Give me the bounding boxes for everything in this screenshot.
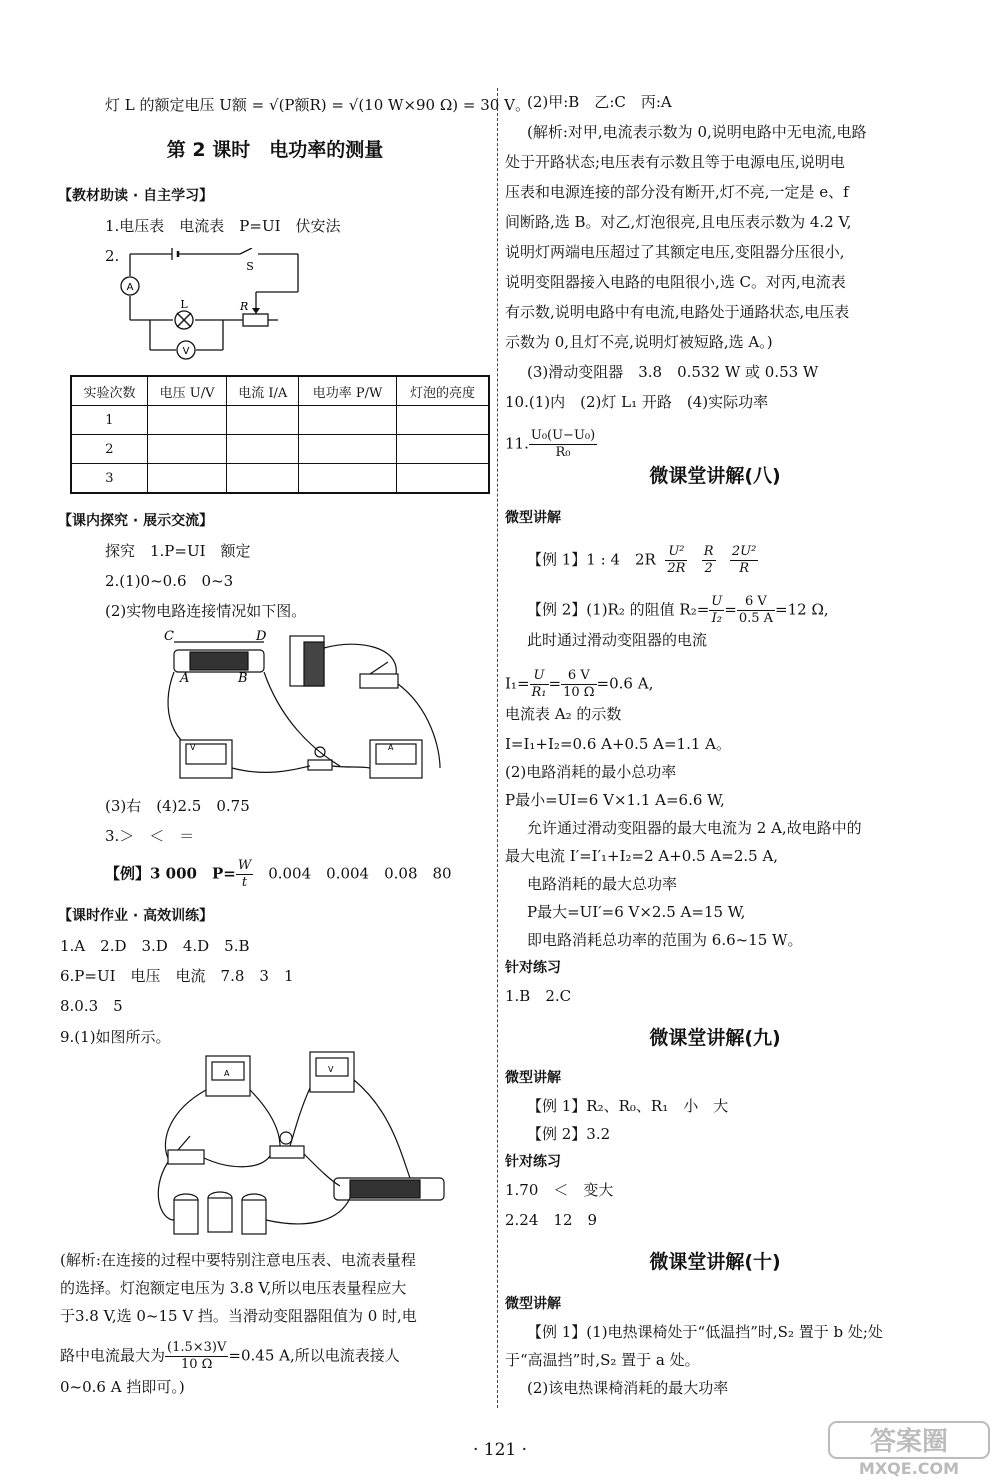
svg-text:A: A: [224, 1069, 230, 1078]
answer-11-fraction: [529, 428, 597, 461]
analysis-r3: 处于开路状态;电压表有示数且等于电源电压,说明电: [505, 153, 845, 171]
example-10-1-line3: (2)该电热课椅消耗的最大功率: [527, 1379, 729, 1397]
homework-circuit-photo: [150, 1050, 470, 1240]
example-8-2-line10: 电路消耗的最大总功率: [527, 875, 678, 893]
fraction-denominator: 2: [704, 561, 713, 576]
heading-micro-9: 微课堂讲解(九): [649, 1027, 781, 1049]
analysis-r4: 压表和电源连接的部分没有断开,灯不亮,一定是 e、f: [505, 183, 849, 201]
practice-8-answers: 1.B 2.C: [505, 987, 572, 1005]
table-header: 实验次数: [71, 376, 147, 406]
terminal-b: B: [238, 671, 248, 686]
table-header: 电压 U/V: [147, 376, 226, 406]
example-fraction: [236, 858, 253, 891]
explore-2: 2.(1)0~0.6 0~3: [105, 572, 234, 590]
answer-9-3: (3)滑动变阻器 3.8 0.532 W 或 0.53 W: [527, 363, 819, 381]
explore-3: (2)实物电路连接情况如下图。: [105, 602, 307, 620]
fraction-numerator: 6 V: [561, 668, 596, 685]
fraction-1: [665, 544, 687, 577]
i1-prefix: I₁=: [505, 674, 530, 693]
rheostat-label: R: [240, 300, 249, 313]
lamp-label: L: [180, 298, 188, 311]
i1-suffix: =0.6 A,: [596, 674, 654, 693]
analysis-line-2: 的选择。灯泡额定电压为 3.8 V,所以电压表量程应大: [60, 1279, 407, 1297]
fraction-denominator: 10 Ω: [180, 1357, 213, 1372]
lesson-title: 第 2 课时 电功率的测量: [166, 139, 384, 161]
ammeter-symbol: A: [126, 282, 134, 293]
terminal-c: C: [164, 629, 174, 644]
homework-1-5: 1.A 2.D 3.D 4.D 5.B: [60, 937, 250, 955]
answer-9-2: (2)甲:B 乙:C 丙:A: [527, 93, 672, 111]
example-prefix: 【例】3 000 P=: [105, 864, 236, 883]
watermark-bottom: MXQE.COM: [858, 1459, 960, 1478]
fraction-6v-05a: [737, 594, 775, 627]
section-class-explore: 【课内探究 · 展示交流】: [58, 513, 214, 529]
fraction-numerator: U: [530, 668, 549, 685]
example-8-2-line8: 允许通过滑动变阻器的最大电流为 2 A,故电路中的: [527, 819, 862, 837]
example-8-2-line4: 电流表 A₂ 的示数: [505, 705, 622, 723]
homework-8: 8.0.3 5: [60, 997, 123, 1015]
heading-micro-8: 微课堂讲解(八): [649, 465, 781, 487]
analysis-line-3: 于3.8 V,选 0~15 V 挡。当滑动变阻器阻值为 0 时,电: [60, 1307, 417, 1325]
fraction-numerator: (1.5×3)V: [167, 1340, 227, 1355]
example-9-2: 【例 2】3.2: [527, 1125, 611, 1143]
section-textbook-guide: 【教材助读 · 自主学习】: [58, 188, 214, 204]
fraction-denominator: 10 Ω: [563, 685, 595, 700]
example-8-2-suffix: =12 Ω,: [775, 600, 829, 619]
switch-label: S: [246, 260, 254, 273]
fraction-numerator: 2U²: [731, 544, 757, 559]
example-8-2-line1: [527, 594, 829, 627]
experiment-table: [70, 375, 490, 494]
example-9-1: 【例 1】R₂、R₀、R₁ 小 大: [527, 1097, 729, 1115]
example-10-1-line2: 于“高温挡”时,S₂ 置于 a 处。: [505, 1351, 700, 1369]
svg-text:A: A: [388, 743, 394, 752]
fraction-u-i2: [709, 594, 724, 627]
watermark-logo: [827, 1418, 992, 1478]
practice-9-answer-2: 2.24 12 9: [505, 1211, 598, 1229]
example-8-2-line3: [505, 668, 653, 701]
fraction-numerator: U²: [665, 544, 687, 561]
example-8-2-line6: (2)电路消耗的最小总功率: [505, 763, 677, 781]
fraction-denominator: 0.5 A: [738, 611, 774, 626]
answer-11: [505, 428, 597, 461]
example-8-2-line9: 最大电流 I′=I′₁+I₂=2 A+0.5 A=2.5 A,: [505, 847, 779, 865]
example-8-1-prefix: 【例 1】1 : 4 2R: [527, 550, 656, 569]
analysis-r8: 有示数,说明电路中有电流,电路处于通路状态,电压表: [505, 303, 850, 321]
fraction-denominator: R₀: [555, 445, 571, 460]
analysis-line-4: [60, 1340, 400, 1373]
fraction-numerator: W: [237, 858, 252, 873]
table-header: 灯泡的亮度: [396, 376, 489, 406]
answer-10: 10.(1)内 (2)灯 L₁ 开路 (4)实际功率: [505, 393, 769, 411]
fraction-numerator: U₀(U−U₀): [530, 428, 596, 443]
micro-explain-8: 微型讲解: [505, 510, 561, 526]
practice-9: 针对练习: [505, 1154, 561, 1170]
analysis-r2: (解析:对甲,电流表示数为 0,说明电路中无电流,电路: [527, 123, 867, 141]
practice-9-answer-1: 1.70 ＜ 变大: [505, 1181, 614, 1199]
analysis-r5: 间断路,选 B。对乙,灯泡很亮,且电压表示数为 4.2 V,: [505, 213, 852, 231]
answer-1: 1.电压表 电流表 P=UI 伏安法: [105, 217, 341, 235]
analysis-fraction: [165, 1340, 228, 1373]
table-row: [71, 435, 489, 464]
analysis-4-suffix: =0.45 A,所以电流表接人: [228, 1346, 400, 1365]
svg-text:V: V: [190, 743, 196, 752]
fraction-denominator: I₂: [711, 611, 722, 626]
fraction-2: [702, 544, 716, 577]
example-8-2-line7: P最小=UI=6 V×1.1 A=6.6 W,: [505, 791, 725, 809]
fraction-3: [730, 544, 758, 577]
fraction-denominator: t: [241, 875, 248, 890]
column-divider: [497, 88, 498, 1408]
example-8-2-prefix: 【例 2】(1)R₂ 的阻值 R₂=: [527, 600, 710, 619]
analysis-r7: 说明变阻器接入电路的电阻很小,选 C。对丙,电流表: [505, 273, 846, 291]
fraction-6v-10ohm: [561, 668, 596, 701]
answer-2-label: 2.: [105, 247, 120, 265]
fraction-denominator: R: [739, 561, 749, 576]
terminal-a: A: [180, 671, 190, 686]
analysis-r6: 说明灯两端电压超过了其额定电压,变阻器分压很小,: [505, 243, 845, 261]
explore-5: 3.＞ ＜ ＝: [105, 827, 195, 845]
table-header: 电功率 P/W: [299, 376, 397, 406]
table-cell: 1: [71, 406, 147, 435]
example-8-2-line2: 此时通过滑动变阻器的电流: [527, 631, 708, 649]
homework-6: 6.P=UI 电压 电流 7.8 3 1: [60, 967, 294, 985]
micro-explain-10: 微型讲解: [505, 1296, 561, 1312]
watermark-top: 答案圈: [869, 1427, 949, 1457]
fraction-denominator: R₁: [531, 685, 547, 700]
fraction-numerator: R: [703, 544, 714, 559]
page-number: · 121 ·: [472, 1440, 528, 1460]
table-row: [71, 464, 489, 494]
micro-explain-9: 微型讲解: [505, 1070, 561, 1086]
answer-11-prefix: 11.: [505, 434, 529, 453]
example-8-2-line12: 即电路消耗总功率的范围为 6.6~15 W。: [527, 931, 803, 949]
terminal-d: D: [256, 629, 267, 644]
analysis-4-prefix: 路中电流最大为: [60, 1346, 166, 1365]
rated-voltage-line: 灯 L 的额定电压 U额 = √(P额R) = √(10 W×90 Ω) = 30 V。: [105, 96, 530, 114]
example-8-1: [527, 544, 758, 577]
example-suffix: 0.004 0.004 0.08 80: [253, 864, 452, 883]
fraction-numerator: U: [711, 594, 723, 609]
analysis-r9: 示数为 0,且灯不亮,说明灯被短路,选 A。): [505, 333, 773, 351]
practice-8: 针对练习: [505, 960, 561, 976]
fraction-u-r1: [530, 668, 549, 701]
fraction-denominator: 2R: [667, 561, 686, 576]
fraction-numerator: 6 V: [737, 594, 775, 611]
voltmeter-symbol: V: [182, 346, 190, 357]
table-row: [71, 406, 489, 435]
example-8-2-line5: I=I₁+I₂=0.6 A+0.5 A=1.1 A。: [505, 735, 732, 753]
heading-micro-10: 微课堂讲解(十): [649, 1251, 781, 1273]
circuit-diagram: [118, 248, 313, 368]
table-cell: 3: [71, 464, 147, 494]
explore-1: 探究 1.P=UI 额定: [105, 542, 251, 560]
example-8-2-line11: P最大=UI′=6 V×2.5 A=15 W,: [527, 903, 746, 921]
table-header-row: [71, 376, 489, 406]
homework-9: 9.(1)如图所示。: [60, 1028, 171, 1046]
section-homework: 【课时作业 · 高效训练】: [58, 908, 214, 924]
svg-text:V: V: [328, 1065, 334, 1074]
table-header: 电流 I/A: [227, 376, 299, 406]
table-cell: 2: [71, 435, 147, 464]
equals-sign: =: [724, 600, 737, 619]
example-line: [105, 858, 452, 891]
equals-sign: =: [548, 674, 562, 693]
physical-circuit-photo: [160, 628, 460, 788]
example-10-1-line1: 【例 1】(1)电热课椅处于“低温挡”时,S₂ 置于 b 处;处: [527, 1323, 883, 1341]
explore-4: (3)右 (4)2.5 0.75: [105, 797, 250, 815]
analysis-line-5: 0~0.6 A 挡即可。): [60, 1378, 185, 1396]
analysis-line-1: (解析:在连接的过程中要特别注意电压表、电流表量程: [60, 1251, 416, 1269]
